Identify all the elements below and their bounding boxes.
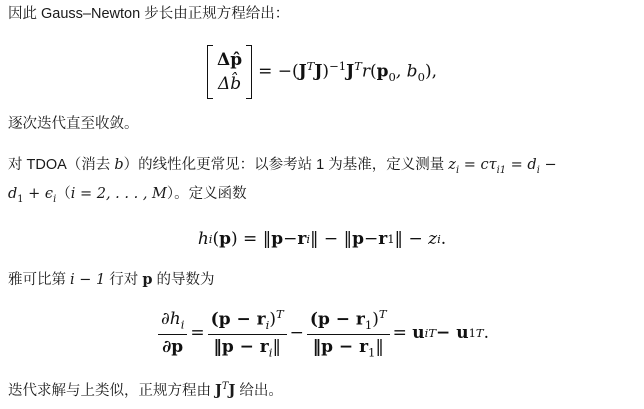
intro-text: 因此 Gauss–Newton 步长由正规方程给出： xyxy=(8,6,290,22)
frac-dh-dp: $\frac{\partial h_i}{\partial p}$ xyxy=(158,309,187,356)
paragraph-tdoa-cont: $d_1 + \epsilon_i(i = 2$, . . . , M）。定义函数 xyxy=(8,186,247,205)
paragraph-iterative: 迭代求解与上类似，正规方程由 $J^TJ$ 给出。 xyxy=(8,381,283,399)
paragraph-tdoa: 对 TDOA（消去 b）的线性化更常见：以参考站 1 为基准，定义测量 $z_i = c\tau_{i1} = d_i$ − xyxy=(8,157,557,176)
eq1-rhs: = $-(J^TJ)^{-1}J^Tr(p_0$, $b_0$), xyxy=(258,59,437,85)
equation-h-function: h i ( p ) = ‖ p − r i ‖ − ‖ p − r 1 ‖ − z i . xyxy=(197,229,447,249)
frac-unit-1: $\frac{(p - r_1)^T}{‖p - r_1‖}$ xyxy=(307,307,390,359)
converge-text: 逐次迭代直至收敛。 xyxy=(8,116,139,132)
paragraph-converge xyxy=(8,114,644,134)
equation-gauss-newton xyxy=(0,38,644,106)
frac-unit-i: $\frac{(p - r_i)^T}{‖p - r_i‖}$ xyxy=(208,307,287,359)
equation-jacobian-row: $\frac{\partial h_i}{\partial p}$ = $\frac{(p - r_i)^T}{‖p - r_i‖}$ − $\frac{(p - r_1)^T}{‖p - r_1‖}$ = u i T − u 1 T . xyxy=(0,302,644,364)
right-bracket xyxy=(246,45,252,99)
delta-b-hat: Δb̂ xyxy=(217,74,242,94)
delta-p-hat: Δp̂ xyxy=(217,50,243,70)
delta-vector xyxy=(207,45,252,99)
paragraph-intro xyxy=(8,4,644,24)
paragraph-jacobian: 雅可比第 i − 1 行对 p 的导数为 xyxy=(8,271,215,288)
